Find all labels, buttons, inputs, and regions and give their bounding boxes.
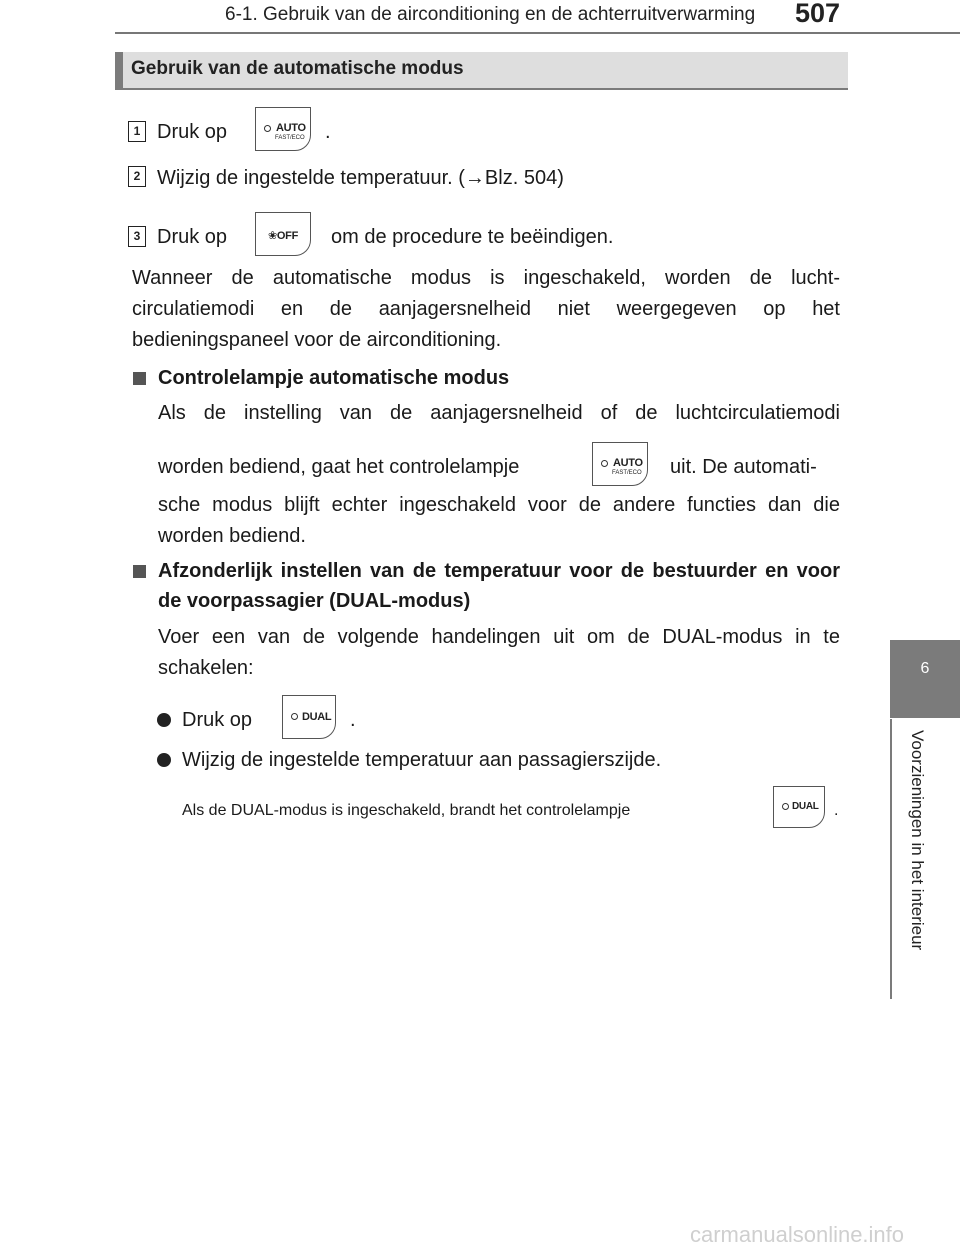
square-bullet-icon [133,372,146,385]
indicator-icon [782,803,789,810]
auto-button-label: AUTO [613,457,643,469]
paragraph-line: Als de instelling van de aanjagersnelheid of de luchtcirculatiemodi [158,402,840,424]
paragraph: Voer een van de volgende handelingen uit om de DUAL-modus in te schakelen: [158,626,840,679]
paragraph-line: worden bediend, gaat het controlelampje [158,456,520,478]
auto-button-sublabel: FAST/ECO [275,135,305,141]
step-text-end: . [325,121,331,143]
subheading: Afzonderlijk instellen van de temperatuur voor de bestuurder en voor de voorpassagier (DUAL-modus) [158,560,840,612]
auto-button-label: AUTO [276,122,306,134]
paragraph-line: sche modus blijft echter ingeschakeld voor de andere functies dan die worden bediend. [158,494,840,547]
page-number: 507 [795,0,841,28]
step-number: 3 [128,226,146,247]
chapter-tab-number: 6 [920,660,930,677]
bullet-text-end: . [350,709,356,731]
indicator-icon [601,460,608,467]
bullet-text: Druk op [182,709,253,731]
auto-button-icon [255,107,311,151]
step-text: Druk op [157,226,228,248]
step-number: 2 [128,166,146,187]
square-bullet-icon [133,565,146,578]
chapter-title: 6-1. Gebruik van de airconditioning en de achterruitverwarming [225,4,756,25]
bullet-text: Wijzig de ingestelde temperatuur aan passagierszijde. [182,749,662,771]
off-button-label: ❀OFF [268,230,299,242]
chapter-tab [890,640,960,718]
auto-button-sublabel: FAST/ECO [612,470,642,476]
dual-indicator-icon [773,786,825,828]
chapter-tab-label: Voorzieningen in het interieur [908,730,927,951]
step-number: 1 [128,121,146,142]
section-title: Gebruik van de automatische modus [131,58,464,79]
note-text-end: . [834,802,839,819]
header-divider [115,32,960,34]
note-text: Als de DUAL-modus is ingeschakeld, brandt het controlelampje [182,802,631,819]
step-text: Druk op [157,121,228,143]
intro-paragraph: Wanneer de automatische modus is ingeschakeld, worden de lucht-circulatiemodi en de aanjagersnelheid niet weergegeven op het bedieningspaneel voor de airconditioning. [132,267,840,351]
bullet-dot-icon [157,753,171,767]
section-divider [115,88,848,90]
auto-indicator-icon [592,442,648,486]
bullet-dot-icon [157,713,171,727]
dual-button-label: DUAL [302,711,332,723]
dual-button-label: DUAL [792,801,819,812]
subheading: Controlelampje automatische modus [158,367,510,389]
indicator-icon [264,125,271,132]
section-heading-box [115,52,848,88]
paragraph-line: uit. De automati- [670,456,817,478]
step-text: Wijzig de ingestelde temperatuur. (→Blz. 504) [157,167,564,189]
dual-button-icon [282,695,336,739]
watermark: carmanualsonline.info [690,1222,905,1247]
fan-off-button-icon [255,212,311,256]
step-text-end: om de procedure te beëindigen. [331,226,614,248]
indicator-icon [291,713,298,720]
